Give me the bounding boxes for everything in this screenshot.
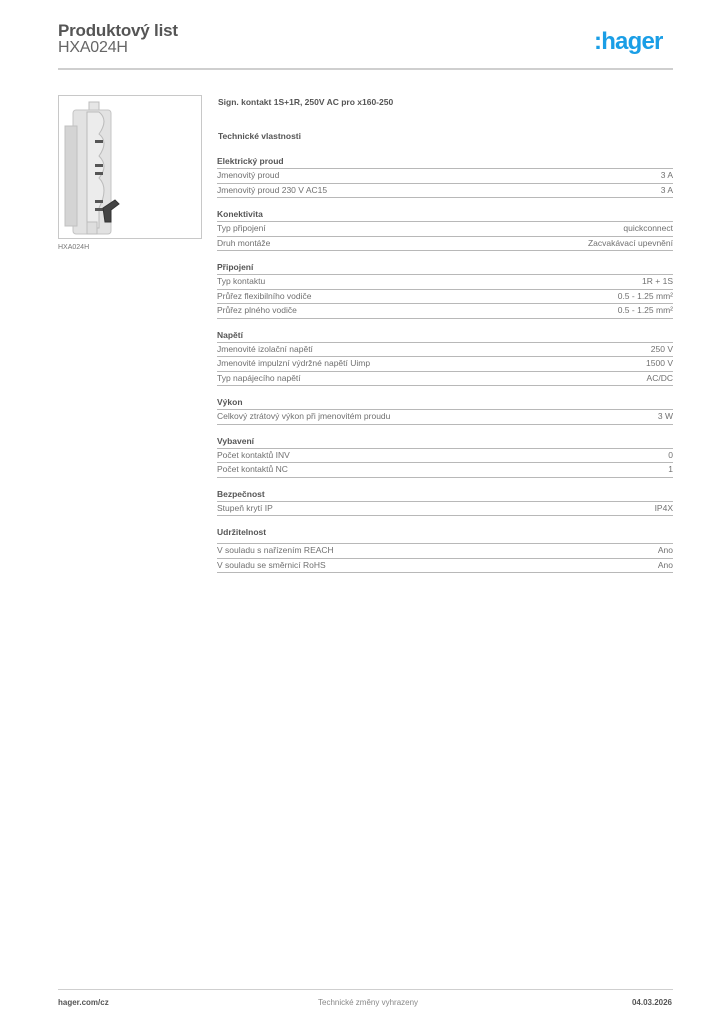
footer-date: 04.03.2026 [631, 998, 672, 1007]
spec-label: Průřez flexibilního vodiče [217, 290, 312, 301]
page-title: Produktový list [58, 21, 178, 40]
spec-row [217, 237, 673, 252]
spec-row [217, 184, 673, 199]
spec-value: 3 A [660, 184, 673, 195]
header-divider [58, 68, 673, 70]
image-caption: HXA024H [58, 244, 90, 251]
footer-website-link[interactable]: hager.com/cz [58, 998, 109, 1007]
spec-row [217, 343, 673, 358]
spec-label: Stupeň krytí IP [217, 502, 273, 513]
spec-table [217, 155, 673, 583]
spec-row [217, 544, 673, 559]
spec-value: quickconnect [623, 223, 673, 233]
spec-value: 0 [668, 449, 673, 460]
spec-group-electric-current [217, 155, 673, 198]
group-title: Udržitelnost [217, 526, 673, 544]
spec-value: 3 W [657, 411, 673, 421]
spec-row [217, 410, 673, 425]
spec-value: AC/DC [646, 372, 673, 383]
spec-group-connectivity [217, 208, 673, 251]
spec-label: Typ napájecího napětí [217, 372, 301, 383]
spec-group-safety [217, 488, 673, 517]
spec-label: Typ připojení [217, 223, 266, 233]
spec-label: Počet kontaktů NC [217, 464, 288, 474]
spec-label: Jmenovité impulzní výdržné napětí Uimp [217, 358, 371, 368]
spec-label: Jmenovitý proud [217, 170, 280, 180]
group-title: Připojení [217, 261, 673, 275]
group-title: Konektivita [217, 208, 673, 222]
spec-label: Jmenovitý proud 230 V AC15 [217, 184, 328, 195]
spec-row [217, 169, 673, 184]
spec-label: Druh montáže [217, 237, 271, 248]
product-code: HXA024H [58, 39, 128, 56]
hager-logo: :hager [594, 28, 663, 55]
spec-row [217, 222, 673, 237]
spec-value: 1R + 1S [642, 276, 673, 286]
spec-row [217, 559, 673, 574]
spec-row [217, 275, 673, 290]
spec-group-equipment [217, 435, 673, 478]
spec-group-power [217, 396, 673, 425]
spec-label: Celkový ztrátový výkon při jmenovitém proudu [217, 411, 391, 421]
group-title: Napětí [217, 329, 673, 343]
group-title: Bezpečnost [217, 488, 673, 502]
spec-value: 0.5 - 1.25 mm² [617, 305, 673, 315]
spec-group-voltage [217, 329, 673, 387]
spec-value: 1500 V [646, 358, 673, 368]
spec-row [217, 449, 673, 464]
spec-value: Ano [657, 545, 673, 555]
spec-value: 250 V [650, 343, 673, 354]
group-title: Elektrický proud [217, 155, 673, 169]
spec-label: Jmenovité izolační napětí [217, 343, 313, 354]
group-title: Vybavení [217, 435, 673, 449]
spec-row [217, 290, 673, 305]
spec-value: 1 [668, 464, 673, 474]
spec-label: Průřez plného vodiče [217, 305, 297, 315]
product-image [58, 95, 202, 239]
spec-value: 3 A [660, 170, 673, 180]
spec-value: IP4X [654, 502, 673, 513]
spec-value: 0.5 - 1.25 mm² [617, 290, 673, 301]
spec-row [217, 357, 673, 372]
spec-value: Ano [657, 559, 673, 570]
footer-disclaimer: Technické změny vyhrazeny [318, 998, 419, 1007]
product-name: Sign. kontakt 1S+1R, 250V AC pro x160-250 [218, 97, 394, 107]
spec-group-sustainability [217, 526, 673, 573]
footer-divider [58, 989, 673, 990]
auxiliary-contact-illustration [59, 96, 201, 238]
group-title: Výkon [217, 396, 673, 410]
spec-row [217, 372, 673, 387]
spec-label: Počet kontaktů INV [217, 449, 290, 460]
spec-label: Typ kontaktu [217, 276, 266, 286]
spec-row [217, 463, 673, 478]
spec-row [217, 502, 673, 517]
spec-label: V souladu se směrnicí RoHS [217, 559, 326, 570]
spec-label: V souladu s nařízením REACH [217, 545, 334, 555]
spec-row [217, 304, 673, 319]
spec-value: Zacvakávací upevnění [587, 237, 673, 248]
spec-group-connection [217, 261, 673, 319]
section-heading: Technické vlastnosti [218, 131, 301, 141]
